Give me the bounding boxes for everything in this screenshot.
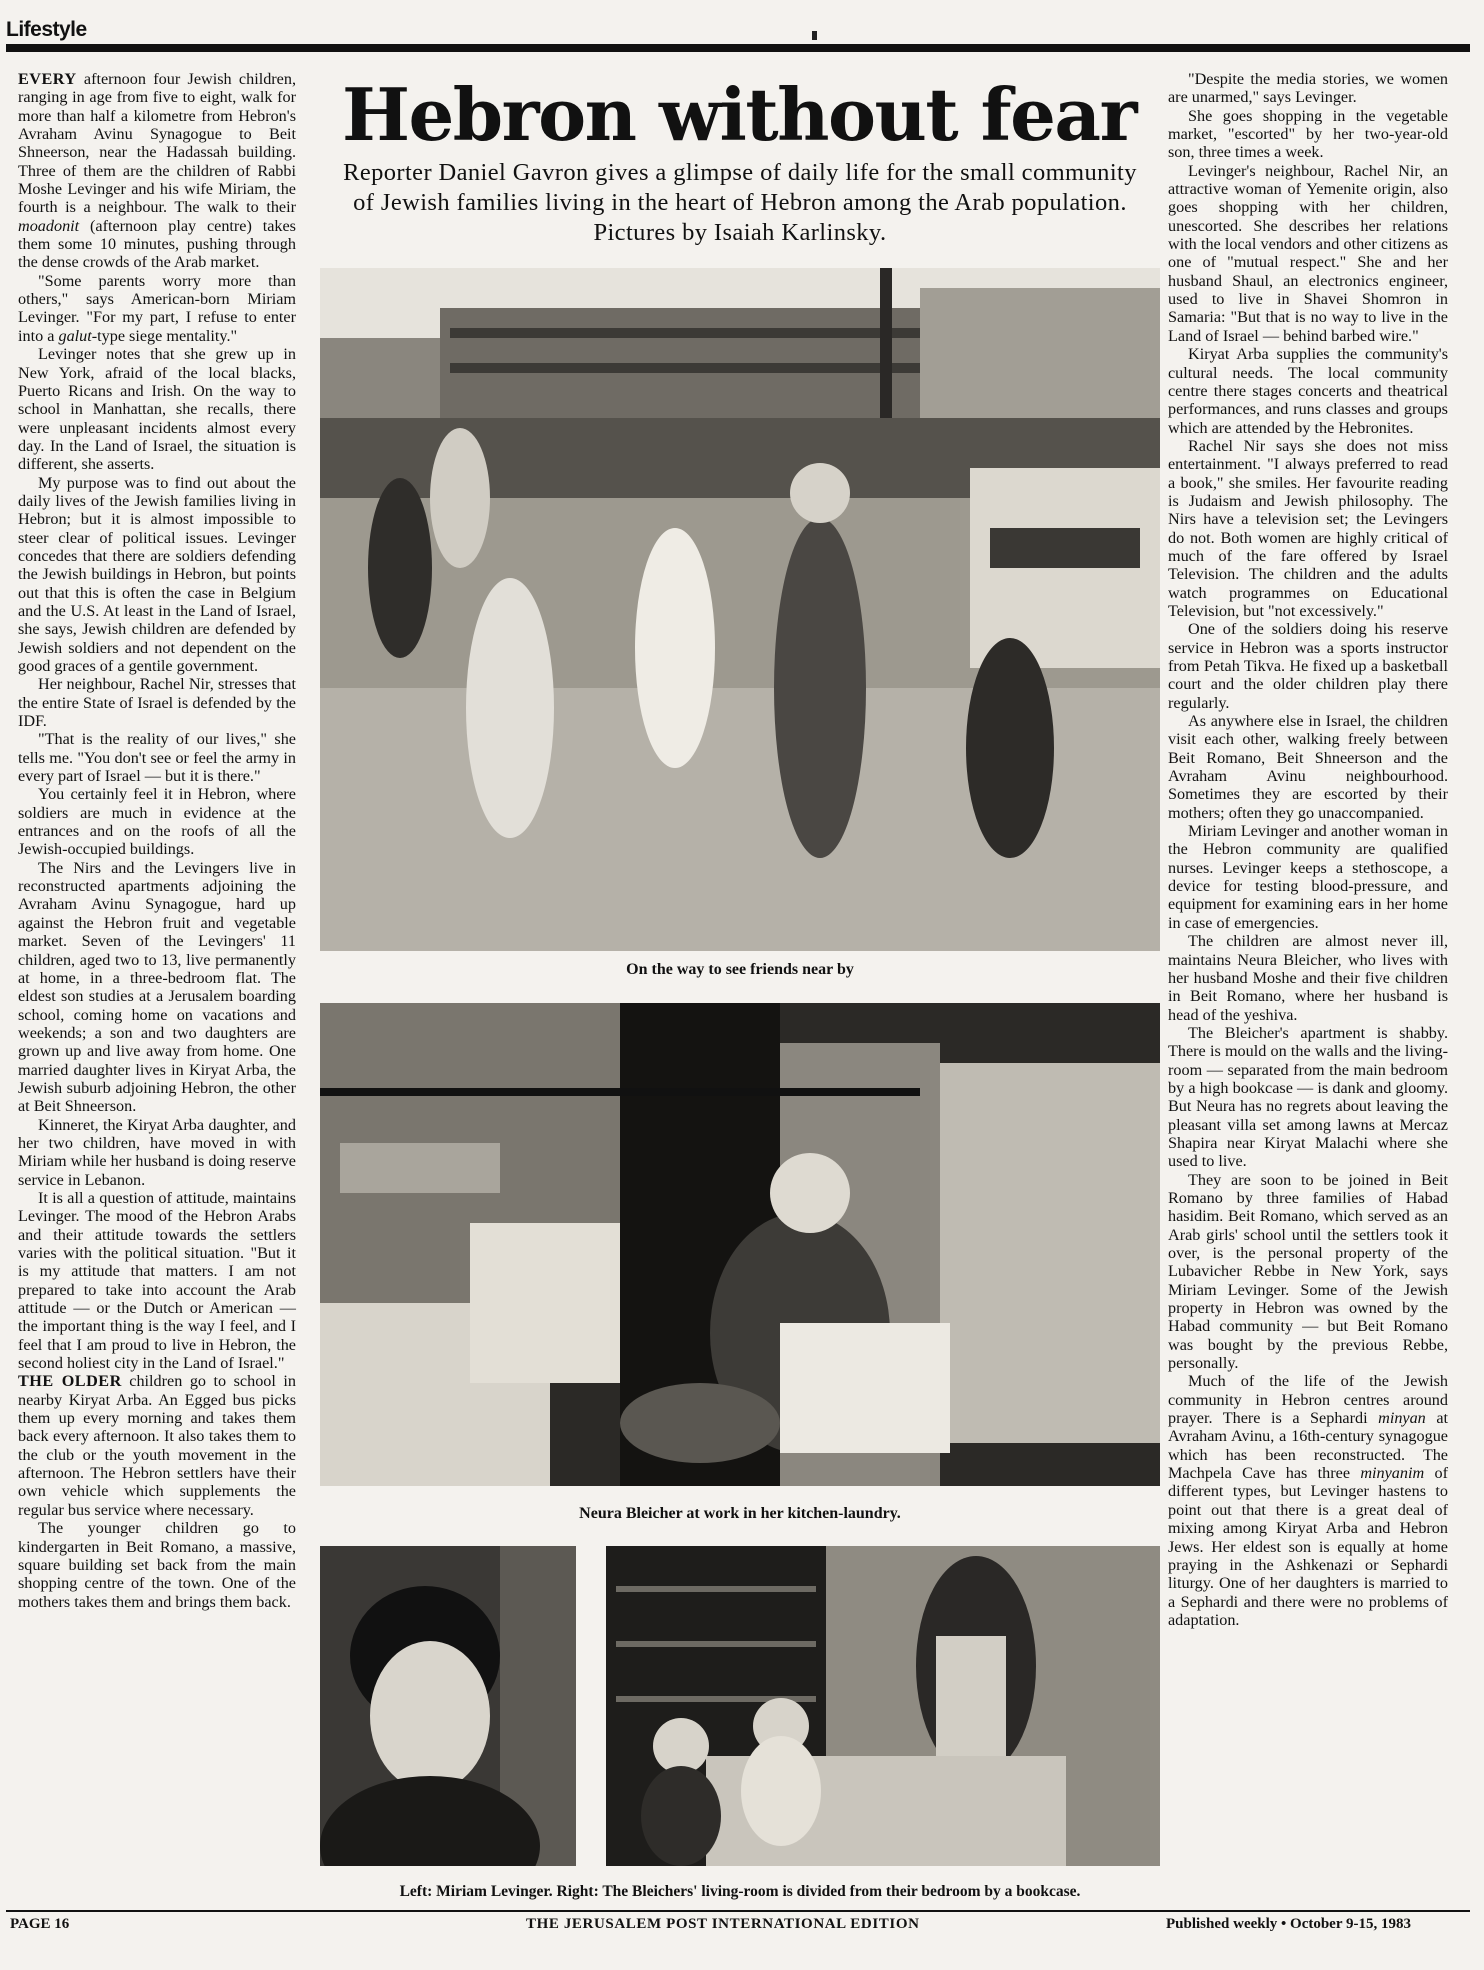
page-mark bbox=[812, 31, 817, 40]
paragraph: Her neighbour, Rachel Nir, stresses that the entire State of Israel is defended by the IDF. bbox=[18, 675, 296, 731]
paragraph: Kinneret, the Kiryat Arba daughter, and her two children, have moved in with Miriam while her husband is doing reserve service in Lebanon. bbox=[18, 1115, 296, 1189]
photo-miriam-levinger bbox=[320, 1546, 576, 1866]
right-column bbox=[1168, 70, 1448, 1629]
photo-caption: Neura Bleicher at work in her kitchen-laundry. bbox=[579, 1505, 901, 1522]
headline: Hebron without fear bbox=[341, 72, 1137, 157]
paragraph: It is all a question of attitude, maintains Levinger. The mood of the Hebron Arabs and their attitude towards the settlers varies with the political situation. "But it is my attitude that matters. I am not prepared to take into account the Arab attitude — or the Dutch or American — the important thing is the way I feel, and I feel that I am proud to live in Hebron, the second holiest city in the Land of Israel." bbox=[18, 1188, 296, 1373]
paragraph: She goes shopping in the vegetable market, "escorted" by her two-year-old son, three times a week. bbox=[1168, 106, 1448, 162]
paragraph: The Nirs and the Levingers live in reconstructed apartments adjoining the Avraham Avinu Synagogue, hard up against the Hebron fruit and vegetable market. Seven of the Levingers' 11 children, aged two to 13, live permanently at home, in a three-bedroom flat. The eldest son studies at a Jerusalem boarding school, coming home on vacations and weekends; a son and two daughters are grown up and live away from home. One married daughter lives in Kiryat Arba, the Jewish suburb adjoining Hebron, the other at Beit Shneerson. bbox=[18, 858, 296, 1116]
photo-caption: On the way to see friends near by bbox=[626, 961, 854, 978]
publication-name: THE JERUSALEM POST INTERNATIONAL EDITION bbox=[526, 1916, 920, 1932]
paragraph: "That is the reality of our lives," she tells me. "You don't see or feel the army in every part of Israel — but it is there." bbox=[18, 730, 296, 786]
paragraph: Kiryat Arba supplies the community's cultural needs. The local community centre there stages concerts and theatrical performances, and runs classes and groups which are attended by the Hebronites. bbox=[1168, 345, 1448, 437]
page-number: PAGE 16 bbox=[10, 1916, 70, 1932]
paragraph: "Some parents worry more than others," says American-born Miriam Levinger. "For my part, I refuse to enter into a galut-type siege mentality." bbox=[18, 271, 296, 345]
deck: Reporter Daniel Gavron gives a glimpse of daily life for the small community of Jewish families living in the heart of Hebron among the Arab population. Pictures by Isaiah Karlinsky. bbox=[343, 159, 1137, 246]
paragraph: The children are almost never ill, maintains Neura Bleicher, who lives with her husband Moshe and their five children in Beit Romano, where her husband is head of the yeshiva. bbox=[1168, 932, 1448, 1024]
bottom-rule bbox=[6, 1910, 1470, 1912]
paragraph: EVERY afternoon four Jewish children, ranging in age from five to eight, walk for more than half a kilometre from Hebron's Avraham Avinu Synagogue to Beit Shneerson, near the Hadassah building. Three of them are the children of Rabbi Moshe Levinger and his wife Miriam, the fourth is a neighbour. The walk to their moadonit (afternoon play centre) takes them some 10 minutes, pushing through the dense crowds of the Arab market. bbox=[18, 70, 296, 272]
paragraph: THE OLDER children go to school in nearby Kiryat Arba. An Egged bus picks them up every morning and takes them back every afternoon. It also takes them to the club or the youth movement in the afternoon. The Hebron settlers have their own vehicle which supplements the regular bus service where necessary. bbox=[18, 1372, 296, 1519]
paragraph: "Despite the media stories, we women are unarmed," says Levinger. bbox=[1168, 70, 1448, 107]
top-rule bbox=[6, 44, 1470, 52]
paragraph: Miriam Levinger and another woman in the Hebron community are qualified nurses. Levinger keeps a stethoscope, a device for testing blood-pressure, and equipment for examining ears in her home in case of emergencies. bbox=[1168, 822, 1448, 932]
paragraph: One of the soldiers doing his reserve service in Hebron was a sports instructor from Petah Tikva. He fixed up a basketball court and the older children play there regularly. bbox=[1168, 620, 1448, 712]
photo-children-walking bbox=[320, 268, 1160, 951]
paragraph: Levinger's neighbour, Rachel Nir, an attractive woman of Yemenite origin, also goes shopping with her children, unescorted. She describes her relations with the local vendors and other citizens as one of "mutual respect." She and her husband Shaul, an electronics engineer, used to live in Shavei Shomron in Samaria: "But that is no way to live in the Land of Israel — behind barbed wire." bbox=[1168, 161, 1448, 345]
photo-kitchen-laundry bbox=[320, 1003, 1160, 1486]
section-label: Lifestyle bbox=[6, 18, 87, 41]
paragraph: My purpose was to find out about the daily lives of the Jewish families living in Hebron; but it is almost impossible to steer clear of political issues. Levinger concedes that there are soldiers defending the Jewish buildings in Hebron, but points out that this is often the case in Belgium and the U.S. At least in the Land of Israel, she says, Jewish children are defended by Jewish soldiers and not dependent on the good graces of a gentile government. bbox=[18, 473, 296, 675]
paragraph: You certainly feel it in Hebron, where soldiers are much in evidence at the entrances and on the roofs of all the Jewish-occupied buildings. bbox=[18, 785, 296, 859]
paragraph: Rachel Nir says she does not miss entertainment. "I always preferred to read a book," she smiles. Her favourite reading is Judaism and Jewish philosophy. The Nirs have a television set; the Levingers do not. Both women are highly critical of much of the fare offered by Israel Television. The children and the adults watch programmes on Educational Television, but "not excessively." bbox=[1168, 436, 1448, 620]
paragraph: The Bleicher's apartment is shabby. There is mould on the walls and the living-room — separated from the main bedroom by a high bookcase — is dank and gloomy. But Neura has no regrets about leaving the pleasant villa set among lawns at Mercaz Shapira near Kiryat Malachi where she used to live. bbox=[1168, 1023, 1448, 1171]
left-column bbox=[18, 70, 296, 1611]
paragraph: The younger children go to kindergarten in Beit Romano, a massive, square building set back from the main shopping centre of the town. One of the mothers takes them and brings them back. bbox=[18, 1519, 296, 1611]
photo-living-room bbox=[606, 1546, 1160, 1866]
paragraph: As anywhere else in Israel, the children visit each other, walking freely between Beit Romano, Beit Shneerson and the Avraham Avinu neighbourhood. Sometimes they are escorted by their mothers; often they go unaccompanied. bbox=[1168, 712, 1448, 822]
paragraph: Levinger notes that she grew up in New York, afraid of the local blacks, Puerto Ricans and Irish. On the way to school in Manhattan, she recalls, there were unpleasant incidents almost every day. In the Land of Israel, the situation is different, she asserts. bbox=[18, 345, 296, 474]
photo-caption: Left: Miriam Levinger. Right: The Bleichers' living-room is divided from their bedroom by a bookcase. bbox=[399, 1883, 1081, 1900]
publication-date: Published weekly • October 9-15, 1983 bbox=[1166, 1916, 1411, 1932]
paragraph: They are soon to be joined in Beit Romano by three families of Habad hasidim. Beit Romano, which served as an Arab girls' school until the settlers took it over, is the personal property of the Lubavicher Rebbe in New York, says Miriam Levinger. Some of the Jewish property in Hebron was owned by the Habad community — but Beit Romano was bought by the previous Rebbe, personally. bbox=[1168, 1170, 1448, 1373]
paragraph: Much of the life of the Jewish community in Hebron centres around prayer. There is a Sephardi minyan at Avraham Avinu, a 16th-century synagogue which has been reconstructed. The Machpela Cave has three minyanim of different types, but Levinger hastens to point out that there is a great deal of mixing among Kiryat Arba and Hebron Jews. Her eldest son is equally at home praying in the Ashkenazi or Sephardi liturgy. One of her daughters is married to a Sephardi and there were no problems of adaptation. bbox=[1168, 1372, 1449, 1629]
